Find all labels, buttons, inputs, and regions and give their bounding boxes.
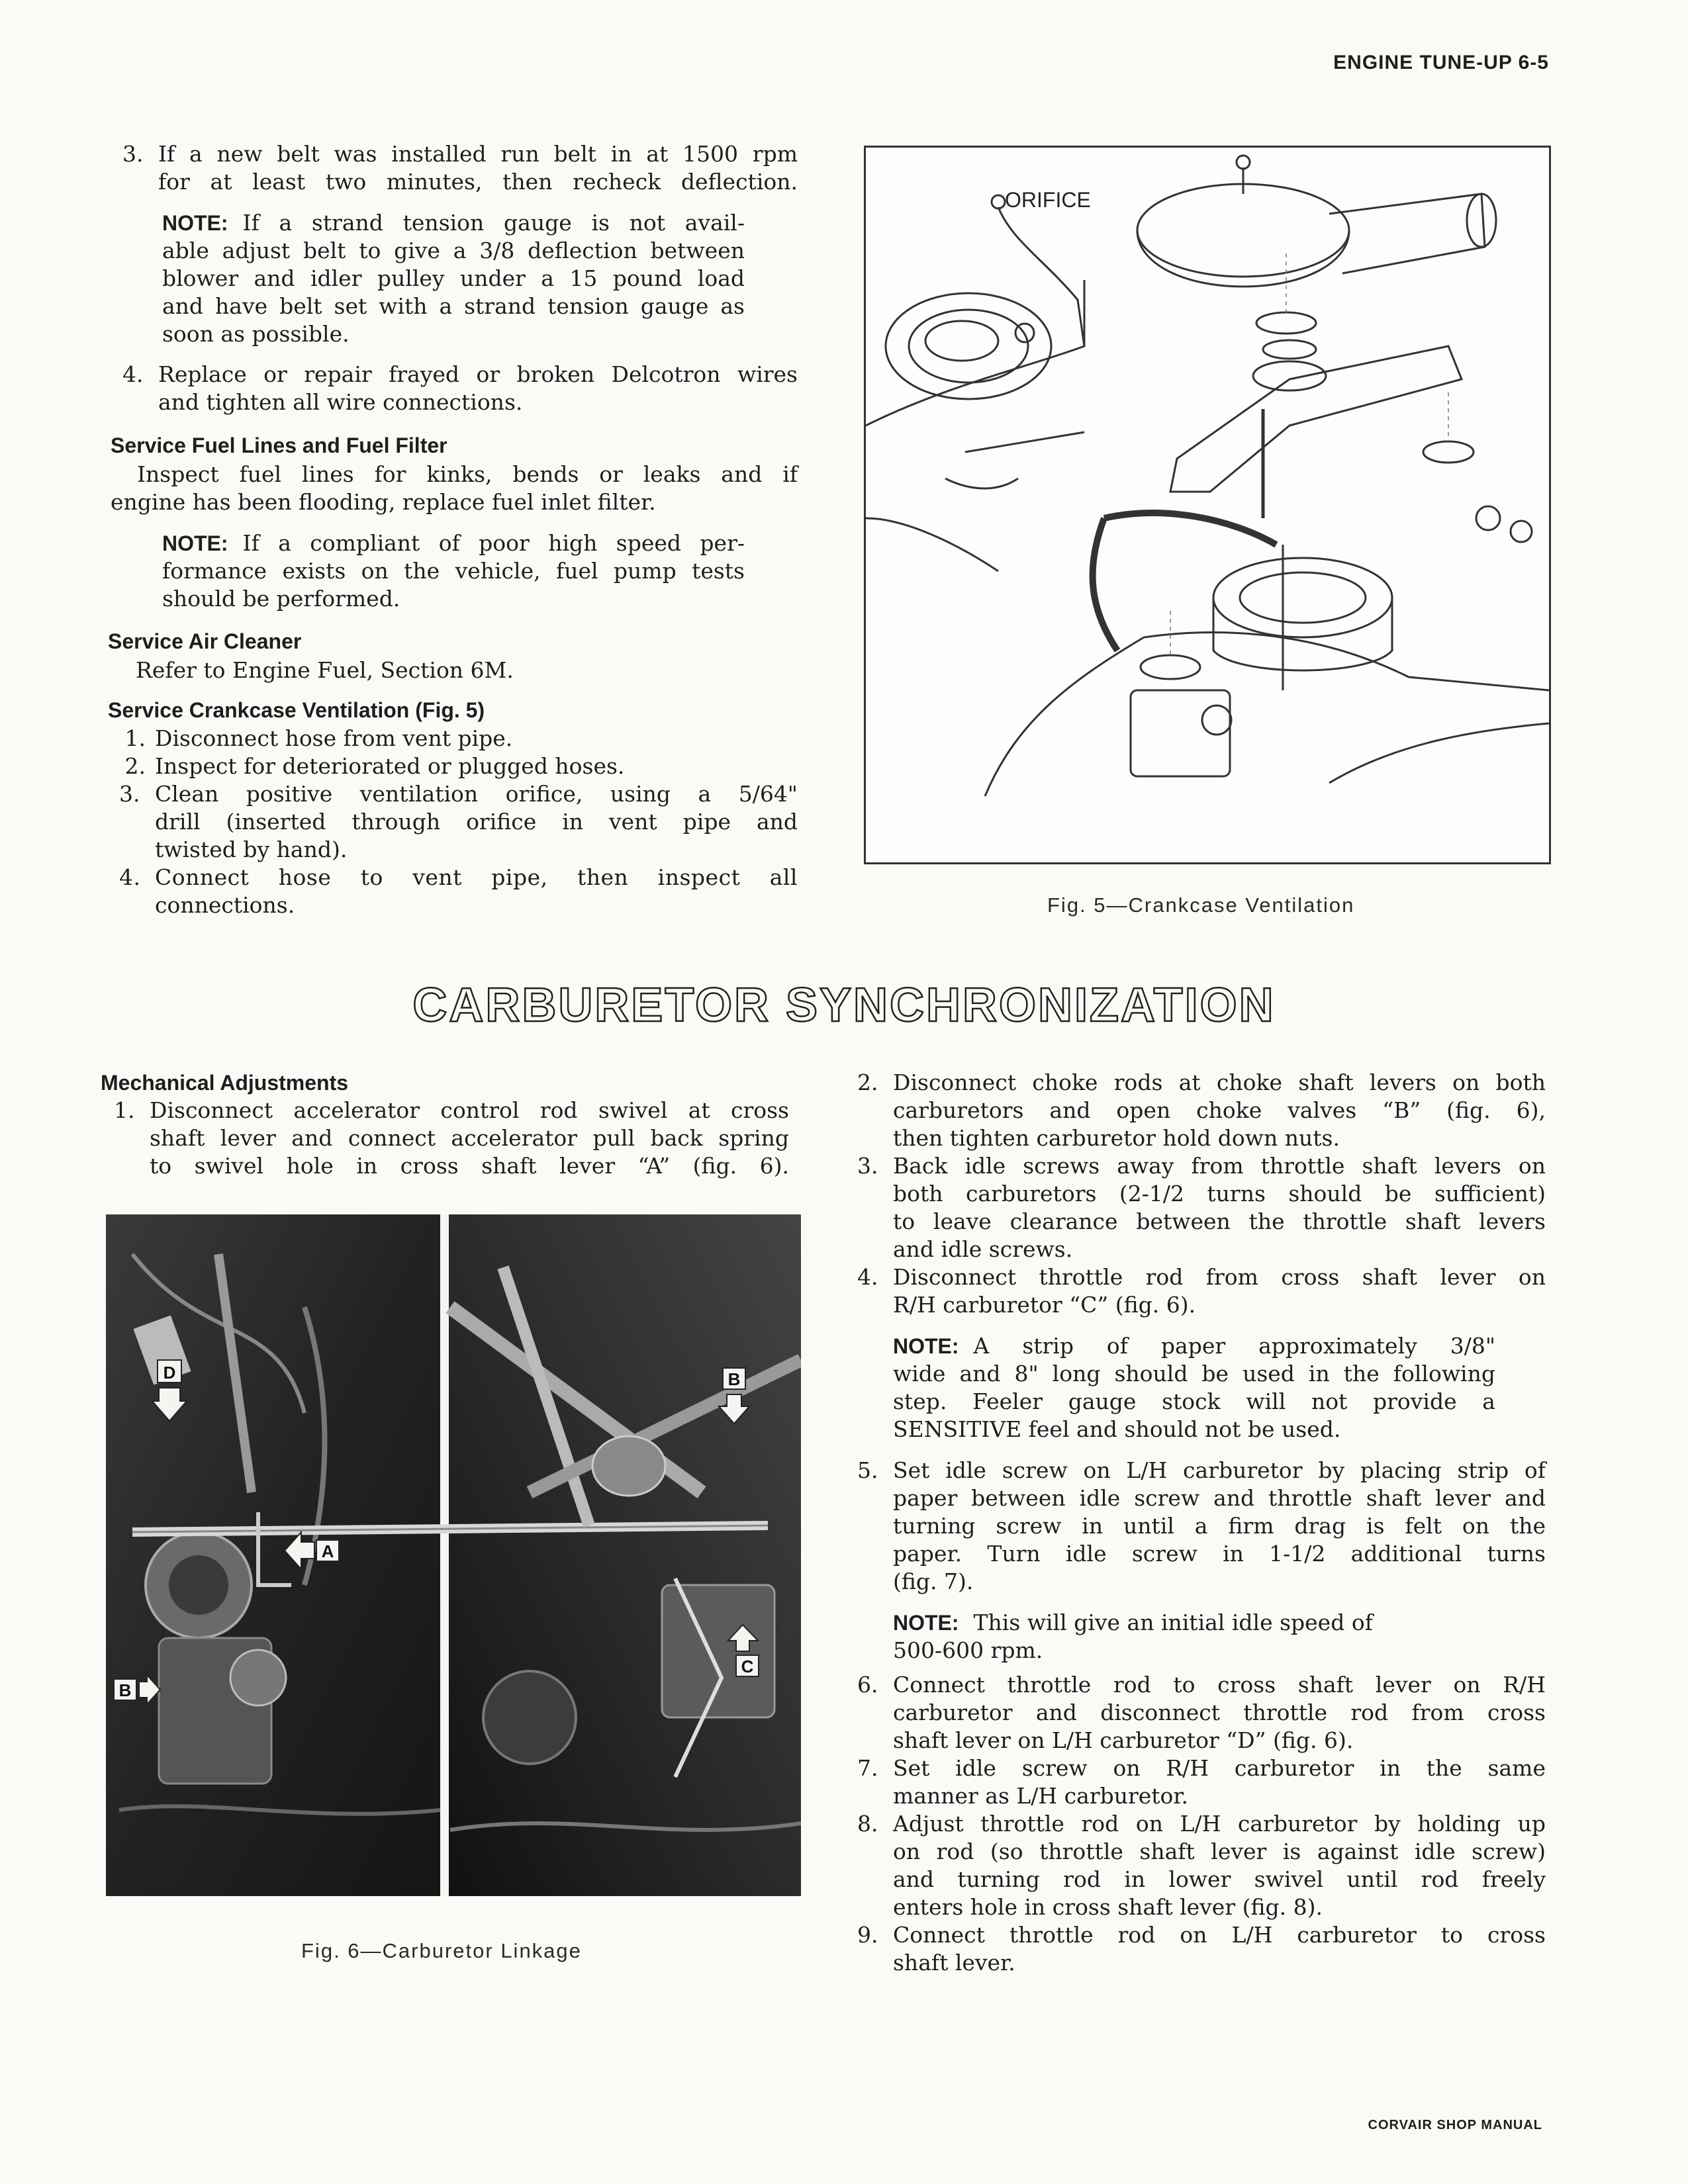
heading-mechanical-adjustments: Mechanical Adjustments xyxy=(101,1071,349,1095)
heading-fuel-lines: Service Fuel Lines and Fuel Filter xyxy=(111,433,447,457)
list-item: 4. Disconnect throttle rod from cross shaft lever on R/H carburetor “C” (fig. 6). xyxy=(857,1264,1546,1318)
label-b-left: B xyxy=(118,1680,132,1700)
page-header: ENGINE TUNE-UP 6-5 xyxy=(1333,52,1549,73)
list-item: 8. Adjust throttle rod on L/H carburetor by holding up on rod (so throttle shaft lever is against idle screw) and turning rod in lower swivel until rod freely enters hole in cross shaft lever (fig. 8). xyxy=(857,1811,1546,1920)
figure-6-caption: Fig. 6—Carburetor Linkage xyxy=(301,1939,582,1962)
list-item: 3. Back idle screws away from throttle shaft levers on both carburetors (2-1/2 turns should be sufficient) to leave clearance between the throttle shaft levers and idle screws. xyxy=(857,1153,1546,1262)
fuel-lines-text: Inspect fuel lines for kinks, bends or leaks and if engine has been flooding, replace fuel inlet filter. xyxy=(111,461,798,515)
orifice-label: ORIFICE xyxy=(1005,188,1091,212)
list-item: 7. Set idle screw on R/H carburetor in the same manner as L/H carburetor. xyxy=(857,1755,1546,1809)
right-column xyxy=(857,1069,1546,1977)
list-item: 2. Inspect for deteriorated or plugged hoses. xyxy=(124,753,625,779)
figure-5-caption: Fig. 5—Crankcase Ventilation xyxy=(1047,893,1355,917)
crankcase-list xyxy=(119,725,798,919)
label-a: A xyxy=(321,1541,334,1561)
heading-crankcase: Service Crankcase Ventilation (Fig. 5) xyxy=(108,698,485,722)
list-item: 1. Disconnect hose from vent pipe. xyxy=(124,725,513,751)
list-item: 5. Set idle screw on L/H carburetor by placing strip of paper between idle screw and throttle shaft lever and turning screw in until a firm drag is felt on the paper. Turn idle screw in 1-1/2 additional turns (fig. 7). xyxy=(857,1457,1546,1594)
figure-5-crankcase-ventilation xyxy=(864,146,1551,864)
note-paper-strip: NOTE: A strip of paper approximately 3/8" wide and 8" long should be used in the following step. Feeler gauge stock will not provide a SENSITIVE feel and should not be used. xyxy=(893,1333,1495,1442)
list-item: 4. Connect hose to vent pipe, then inspect all connections. xyxy=(119,864,798,918)
list-item: 2. Disconnect choke rods at choke shaft levers on both carburetors and open choke valves “B” (fig. 6), then tighten carburetor hold down nuts. xyxy=(857,1069,1546,1151)
carburetor-linkage-photo xyxy=(106,1214,801,1896)
list-item: 9. Connect throttle rod on L/H carburetor to cross shaft lever. xyxy=(857,1922,1546,1976)
note-belt: NOTE: If a strand tension gauge is not avail- able adjust belt to give a 3/8 deflection between blower and idler pulley under a 15 pound load and have belt set with a strand tension gauge as soon as possible. xyxy=(162,210,745,347)
crankcase-ventilation-drawing xyxy=(866,148,1549,862)
figure-6-carburetor-linkage xyxy=(106,1214,801,1896)
heading-air-cleaner: Service Air Cleaner xyxy=(108,629,302,653)
page-footer: CORVAIR SHOP MANUAL xyxy=(1368,2118,1542,2132)
list-item: 3. Clean positive ventilation orifice, using a 5/64" drill (inserted through orifice in vent pipe and twisted by hand). xyxy=(119,781,798,862)
label-b-right: B xyxy=(727,1369,741,1389)
note-fuel-pump: NOTE: If a compliant of poor high speed per- formance exists on the vehicle, fuel pump tests should be performed. xyxy=(162,530,745,612)
section-title: CARBURETOR SYNCHRONIZATION xyxy=(412,979,1276,1032)
label-d: D xyxy=(163,1363,176,1383)
air-cleaner-text: Refer to Engine Fuel, Section 6M. xyxy=(136,657,514,683)
list-item: 6. Connect throttle rod to cross shaft lever on R/H carburetor and disconnect throttle rod from cross shaft lever on L/H carburetor “D” (fig. 6). xyxy=(857,1672,1546,1753)
note-idle-speed: NOTE: This will give an initial idle speed of 500-600 rpm. xyxy=(893,1610,1373,1663)
left-item-4: 4. Replace or repair frayed or broken Delcotron wires and tighten all wire connections. xyxy=(122,361,798,415)
label-c: C xyxy=(741,1657,754,1676)
mech-item-1: 1. Disconnect accelerator control rod swivel at cross shaft lever and connect accelerator pull back spring to swivel hole in cross shaft lever “A” (fig. 6). xyxy=(114,1097,789,1179)
left-item-3: 3. If a new belt was installed run belt in at 1500 rpm for at least two minutes, then recheck deflection. xyxy=(122,141,798,195)
